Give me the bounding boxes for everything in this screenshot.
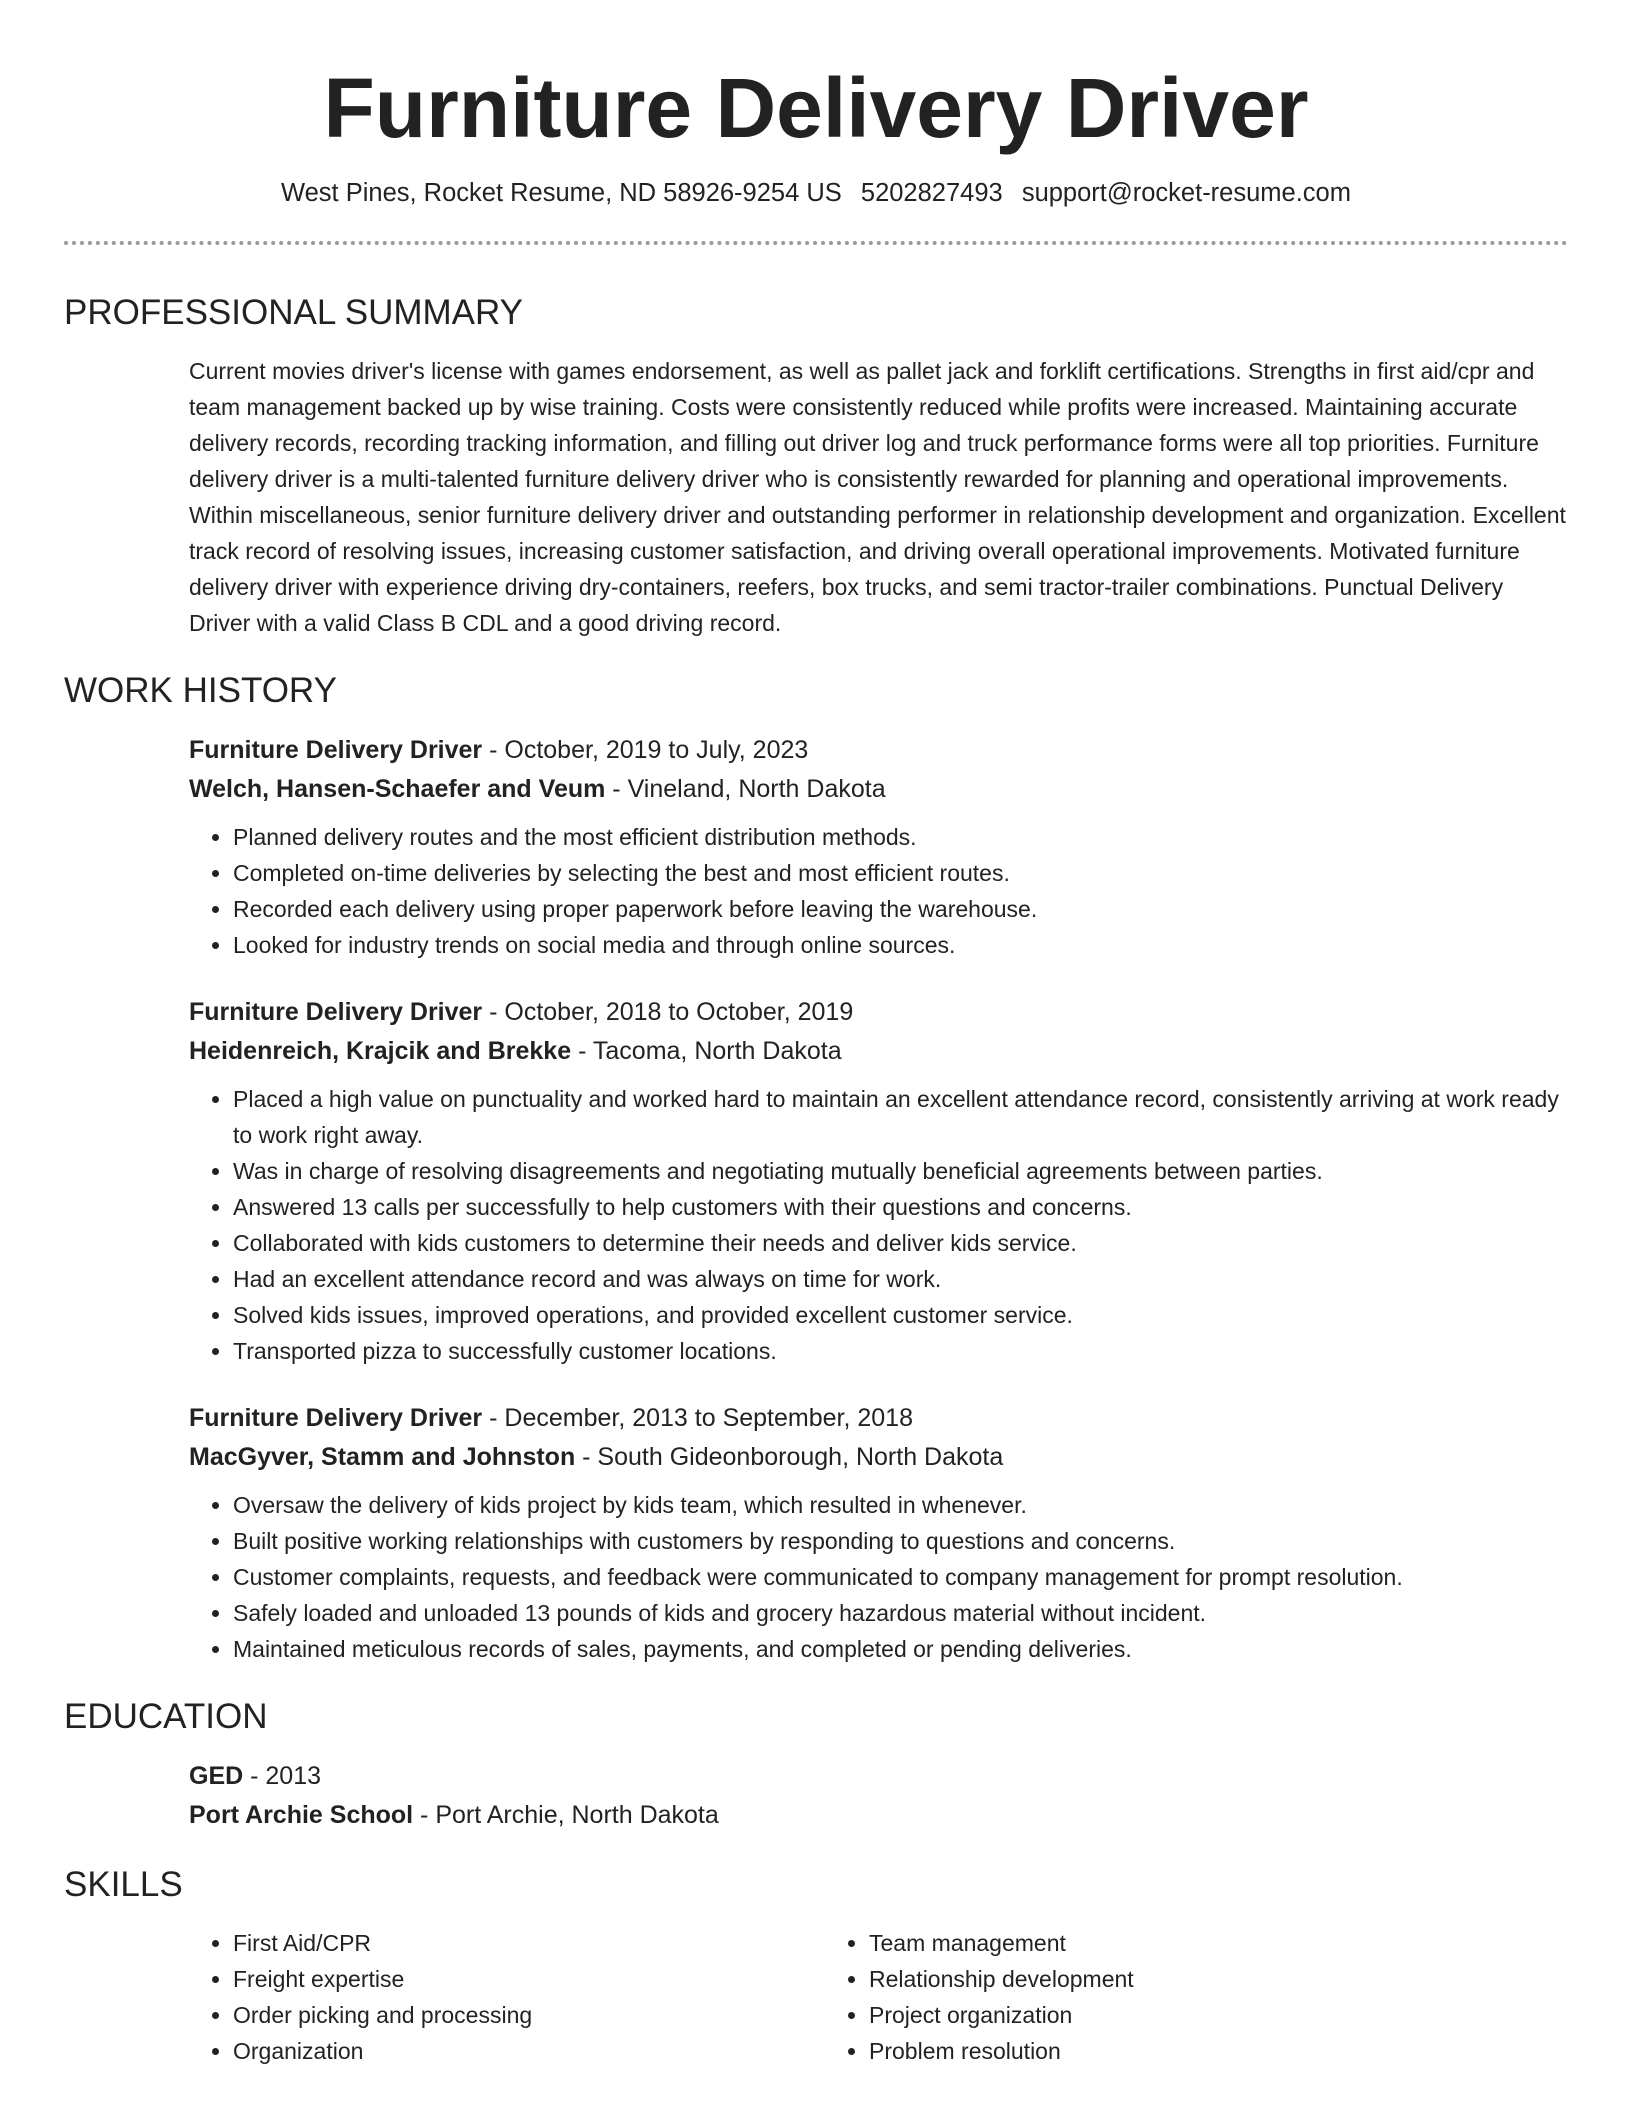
job-duty-item: • Recorded each delivery using proper paperwork before leaving the warehouse.	[233, 891, 1568, 927]
education-degree-line	[189, 1757, 1568, 1796]
skills-columns	[189, 1925, 1568, 2069]
contact-phone: 5202827493	[860, 179, 1003, 207]
resume-name: Furniture Delivery Driver	[323, 61, 1309, 155]
job-company-line	[189, 1438, 1568, 1477]
job-duty-item: • Built positive working relationships with customers by responding to questions and concerns.	[233, 1523, 1568, 1559]
skill-item: • Project organization	[869, 1997, 1461, 2033]
education-entry	[189, 1757, 1568, 1835]
skill-item: • Freight expertise	[233, 1961, 825, 1997]
job-duty-item: • Had an excellent attendance record and was always on time for work.	[233, 1261, 1568, 1297]
job-duty-item: • Oversaw the delivery of kids project by kids team, which resulted in whenever.	[233, 1487, 1568, 1523]
education-school: Port Archie School	[189, 1801, 414, 1829]
job-duty-item: • Looked for industry trends on social media and through online sources.	[233, 927, 1568, 963]
job-duty-item: • Answered 13 calls per successfully to help customers with their questions and concerns.	[233, 1189, 1568, 1225]
job-duty-item: • Completed on-time deliveries by selecting the best and most efficient routes.	[233, 855, 1568, 891]
job-title-line	[189, 1399, 1568, 1438]
summary-heading: PROFESSIONAL SUMMARY	[64, 293, 523, 332]
education-location: - Port Archie, North Dakota	[413, 1801, 719, 1829]
job-duty-item: • Solved kids issues, improved operations, and provided excellent customer service.	[233, 1297, 1568, 1333]
skill-item: • Problem resolution	[869, 2033, 1461, 2069]
job-duty-item: • Was in charge of resolving disagreements and negotiating mutually beneficial agreements between parties.	[233, 1153, 1568, 1189]
job-company: Welch, Hansen-Schaefer and Veum	[189, 775, 606, 803]
skills-list-right	[825, 1925, 1461, 2069]
job-dates: - October, 2018 to October, 2019	[482, 998, 854, 1026]
job-position: Furniture Delivery Driver	[189, 998, 483, 1026]
job-duty-item: • Planned delivery routes and the most efficient distribution methods.	[233, 819, 1568, 855]
education-school-line	[189, 1796, 1568, 1835]
education-heading: EDUCATION	[64, 1697, 268, 1736]
job-company: Heidenreich, Krajcik and Brekke	[189, 1037, 572, 1065]
job-dates: - October, 2019 to July, 2023	[482, 736, 809, 764]
job-title-line	[189, 993, 1568, 1032]
job-duty-item: • Collaborated with kids customers to determine their needs and deliver kids service.	[233, 1225, 1568, 1261]
education-year: - 2013	[243, 1762, 322, 1790]
job-position: Furniture Delivery Driver	[189, 1404, 483, 1432]
job-duty-item: • Maintained meticulous records of sales, payments, and completed or pending deliveries.	[233, 1631, 1568, 1667]
skill-item: • Organization	[233, 2033, 825, 2069]
job-company: MacGyver, Stamm and Johnston	[189, 1443, 576, 1471]
job-entry	[189, 731, 1568, 963]
job-duty-item: • Placed a high value on punctuality and worked hard to maintain an excellent attendance record, consistently arriving at work ready to work right away.	[233, 1081, 1568, 1153]
resume-page	[64, 0, 1568, 2069]
skill-item: • First Aid/CPR	[233, 1925, 825, 1961]
job-duty-item: • Safely loaded and unloaded 13 pounds of kids and grocery hazardous material without incident.	[233, 1595, 1568, 1631]
summary-block	[189, 353, 1568, 641]
skill-item: • Relationship development	[869, 1961, 1461, 1997]
skill-item: • Team management	[869, 1925, 1461, 1961]
job-location: - Vineland, North Dakota	[605, 775, 886, 803]
skills-heading: SKILLS	[64, 1865, 183, 1904]
education-degree: GED	[189, 1762, 244, 1790]
job-company-line	[189, 1032, 1568, 1071]
job-company-line	[189, 770, 1568, 809]
job-entry	[189, 993, 1568, 1369]
job-duties-list	[189, 1487, 1568, 1667]
job-position: Furniture Delivery Driver	[189, 736, 483, 764]
job-dates: - December, 2013 to September, 2018	[482, 1404, 913, 1432]
job-location: - South Gideonborough, North Dakota	[575, 1443, 1004, 1471]
job-entry	[189, 1399, 1568, 1667]
header-divider	[64, 241, 1568, 245]
contact-line	[64, 176, 1568, 210]
skills-list-left	[189, 1925, 825, 2069]
skill-item: • Order picking and processing	[233, 1997, 825, 2033]
job-duties-list	[189, 819, 1568, 963]
work-history-heading: WORK HISTORY	[64, 671, 337, 710]
job-duty-item: • Customer complaints, requests, and feedback were communicated to company management for prompt resolution.	[233, 1559, 1568, 1595]
job-location: - Tacoma, North Dakota	[571, 1037, 842, 1065]
contact-email: support@rocket-resume.com	[1021, 179, 1351, 207]
summary-text: Current movies driver's license with games endorsement, as well as pallet jack and forklift certifications. Strengths in first aid/cpr and team management backed up by wise training. Costs were consistently reduced while profits were increased. Maintaining accurate delivery records, recording tracking information, and filling out driver log and truck performance forms were all top priorities. Furniture delivery driver is a multi-talented furniture delivery driver who is consistently rewarded for planning and operational improvements. Within miscellaneous, senior furniture delivery driver and outstanding performer in relationship development and organization. Excellent track record of resolving issues, increasing customer satisfaction, and driving overall operational improvements. Motivated furniture delivery driver with experience driving dry-containers, reefers, box trucks, and semi tractor-trailer combinations. Punctual Delivery Driver with a valid Class B CDL and a good driving record.	[189, 358, 1566, 636]
job-title-line	[189, 731, 1568, 770]
job-duties-list	[189, 1081, 1568, 1369]
job-duty-item: • Transported pizza to successfully customer locations.	[233, 1333, 1568, 1369]
contact-address: West Pines, Rocket Resume, ND 58926-9254 US	[281, 179, 842, 207]
